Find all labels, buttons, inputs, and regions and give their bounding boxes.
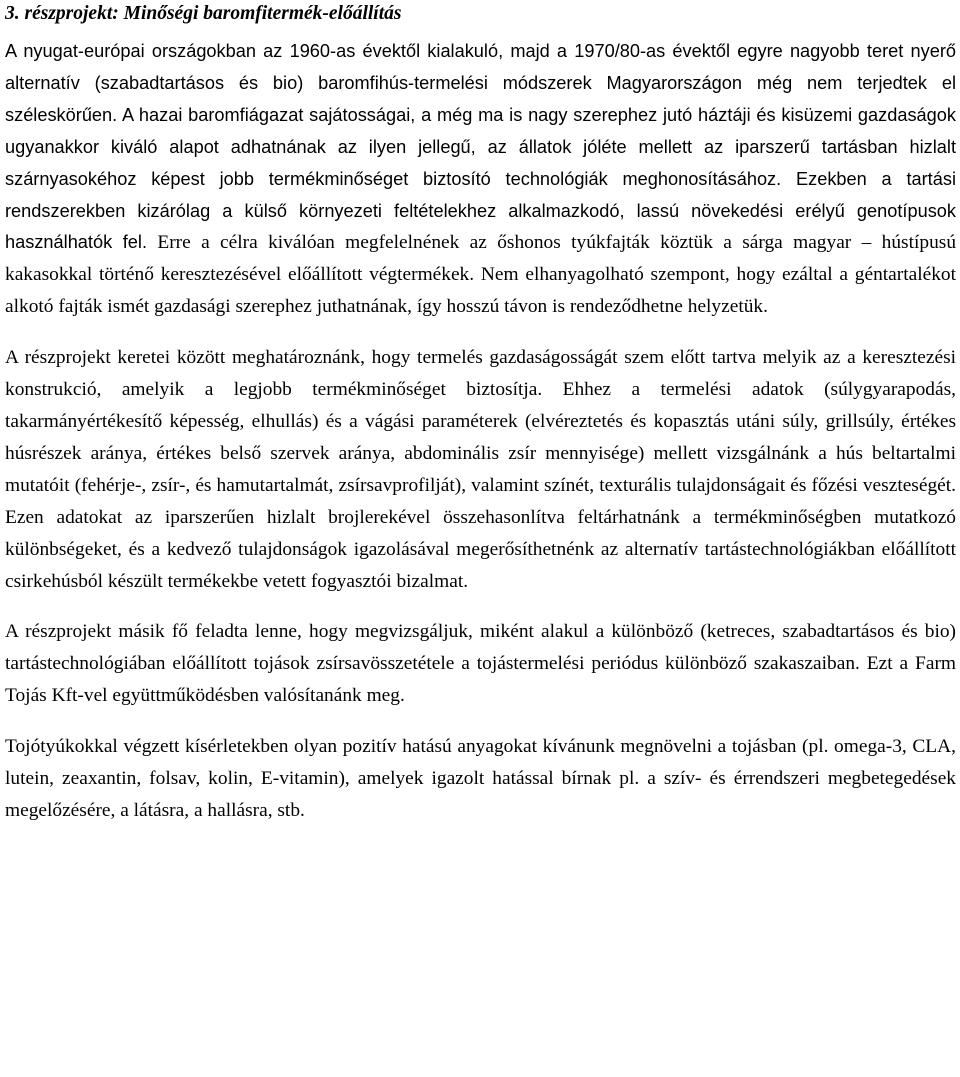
paragraph-intro-serif-part: Erre a célra kiválóan megfelelnének az őshonos tyúkfajták köztük a sárga magyar – hústípusú kakasokkal történő keresztezésével előállított végtermékek. Nem elhanyagolható szempont, hogy ezáltal a géntartalékot alkotó fajták ismét gazdasági szerephez juthatnának, így hosszú távon is rendeződhetne helyzetük.: [5, 232, 957, 318]
paragraph-methods: A részprojekt keretei között meghatároznánk, hogy termelés gazdaságosságát szem előtt tartva melyik az a keresztezési konstrukció, amelyik a legjobb termékminőséget biztosítja. Ehhez a termelési adatok (súlygyarapodás, takarmányértékesítő képesség, elhullás) és a vágási paraméterek (elvéreztetés és kopasztás utáni súly, grillsúly, értékes húsrészek aránya, értékes belső szervek aránya, abdominális zsír mennyisége) mellett vizsgálnánk a hús beltartalmi mutatóit (fehérje-, zsír-, és hamutartalmát, zsírsavprofilját), valamint színét, texturális tulajdonságait és főzési veszteségét. Ezen adatokat az iparszerűen hizlalt brojlerekével összehasonlítva feltárhatnánk a termékminőségben mutatkozó különbségeket, és a kedvező tulajdonságok igazolásával megerősíthetnénk az alternatív tartástechnológiákban előállított csirkehúsból készült termékekbe vetett fogyasztói bizalmat.: [5, 347, 956, 592]
paragraph-spacer: [5, 323, 956, 342]
paragraph-enrichment: Tojótyúkokkal végzett kísérletekben olyan pozitív hatású anyagokat kívánunk megnövelni a tojásban (pl. omega-3, CLA, lutein, zeaxantin, folsav, kolin, E-vitamin), amelyek igazolt hatással bírnak pl. a szív- és érrendszeri megbetegedések megelőzésére, a látásra, a hallásra, stb.: [5, 736, 956, 821]
paragraph-egg-study: A részprojekt másik fő feladta lenne, hogy megvizsgáljuk, miként alakul a különböző (ketreces, szabadtartásos és bio) tartástechnológiában előállított tojások zsírsavösszetétele a tojástermelési periódus különböző szakaszaiban. Ezt a Farm Tojás Kft-vel együttműködésben valósítanánk meg.: [5, 621, 956, 707]
paragraph-spacer: [5, 597, 956, 616]
paragraph-intro: [5, 36, 956, 323]
section-heading: 3. részprojekt: Minőségi baromfitermék-előállítás: [5, 3, 402, 24]
paragraph-intro-sans-part: A nyugat-európai országokban az 1960-as évektől kialakuló, majd a 1970/80-as évektől egyre nagyobb teret nyerő alternatív (szabadtartásos és bio) baromfihús-termelési módszerek Magyarországon még nem terjedtek el széleskörűen. A hazai baromfiágazat sajátosságai, a még ma is nagy szerephez jutó háztáji és kisüzemi gazdaságok ugyanakkor kiváló alapot adhatnának az ilyen jellegű, az állatok jóléte mellett az iparszerű tartásban hizlalt szárnyasokéhoz képest jobb termékminőséget biztosító technológiák meghonosításához. Ezekben a tartási rendszerekben kizárólag a külső környezeti feltételekhez alkalmazkodó, lassú növekedési erélyű genotípusok használhatók fel.: [5, 41, 956, 253]
paragraph-spacer: [5, 712, 956, 731]
